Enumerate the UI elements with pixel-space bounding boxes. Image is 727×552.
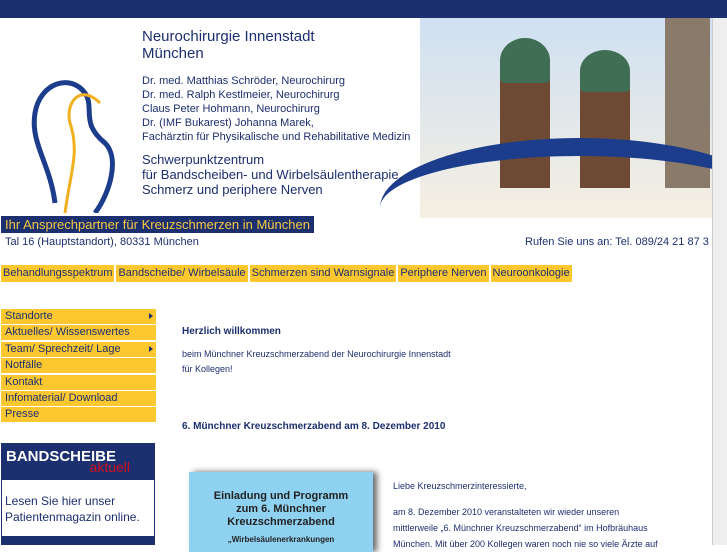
site-title: Neurochirurgie Innenstadt München (142, 28, 315, 62)
main-nav (1, 265, 572, 282)
nav-bandscheibe[interactable]: Bandscheibe/ Wirbelsäule (116, 265, 247, 282)
ad-subtitle: aktuell (89, 459, 130, 475)
arrow-right-icon (149, 313, 153, 319)
vertical-scrollbar[interactable] (712, 18, 727, 545)
spine-logo-icon (10, 63, 130, 213)
intro-line-1: beim Münchner Kreuzschmerzabend der Neurochirurgie Innenstadt (182, 349, 451, 359)
bandscheibe-aktuell-ad[interactable] (1, 443, 155, 545)
top-bar (0, 0, 727, 18)
sidebar-item-aktuelles[interactable]: Aktuelles/ Wissenswertes (1, 325, 156, 340)
letter-text: Liebe Kreuzschmerzinteressierte, am 8. Dezember 2010 veranstalteten wir wieder unseren mittlerweile „6. Münchner Kreuzschmerzabend“ im Hofbräuhaus München. Mit über 200 Kollegen waren noch nie so viele Ärzte auf (393, 481, 658, 549)
welcome-heading: Herzlich willkommen (182, 326, 281, 337)
flyer-invitation[interactable]: Einladung und Programm zum 6. Münchner Kreuzschmerzabend „Wirbelsäulenerkrankungen (189, 472, 373, 552)
event-title: 6. Münchner Kreuzschmerzabend am 8. Dezember 2010 (182, 421, 446, 432)
sidebar-item-notfaelle[interactable]: Notfälle (1, 358, 156, 373)
dome-right (580, 50, 630, 92)
arrow-right-icon (149, 346, 153, 352)
ad-title: BANDSCHEIBE (6, 448, 117, 465)
dome-left (500, 38, 550, 83)
focus-text: Schwerpunktzentrum für Bandscheiben- und Wirbelsäulentherapie, Schmerz und periphere Nerven (142, 152, 403, 197)
sidebar-item-kontakt[interactable]: Kontakt (1, 375, 156, 390)
address: Tal 16 (Hauptstandort), 80331 München (5, 236, 199, 248)
sidebar-menu (1, 309, 156, 424)
nav-neuroonkologie[interactable]: Neuroonkologie (491, 265, 572, 282)
nav-periphere-nerven[interactable]: Periphere Nerven (398, 265, 488, 282)
sidebar-item-standorte[interactable]: Standorte (1, 309, 156, 324)
sidebar-item-team[interactable]: Team/ Sprechzeit/ Lage (1, 342, 156, 357)
header-banner (0, 18, 712, 218)
doctors-list: Dr. med. Matthias Schröder, Neurochirurg Dr. med. Ralph Kestlmeier, Neurochirurg Claus Peter Hohmann, Neurochirurg Dr. (IMF Bukarest) Johanna Marek, Fachärztin für Physikalische und Rehabilitative Medizin (142, 75, 411, 143)
phone: Rufen Sie uns an: Tel. 089/24 21 87 3 (525, 236, 709, 248)
ad-text: Lesen Sie hier unser Patientenmagazin online. (5, 494, 140, 524)
nav-behandlungsspektrum[interactable]: Behandlungsspektrum (1, 265, 114, 282)
ad-footer (2, 536, 154, 544)
sidebar-item-infomaterial[interactable]: Infomaterial/ Download (1, 391, 156, 406)
tagline: Ihr Ansprechpartner für Kreuzschmerzen in München (1, 216, 314, 233)
intro-line-2: für Kollegen! (182, 364, 233, 374)
nav-schmerzen[interactable]: Schmerzen sind Warnsignale (250, 265, 397, 282)
sidebar-item-presse[interactable]: Presse (1, 407, 156, 422)
